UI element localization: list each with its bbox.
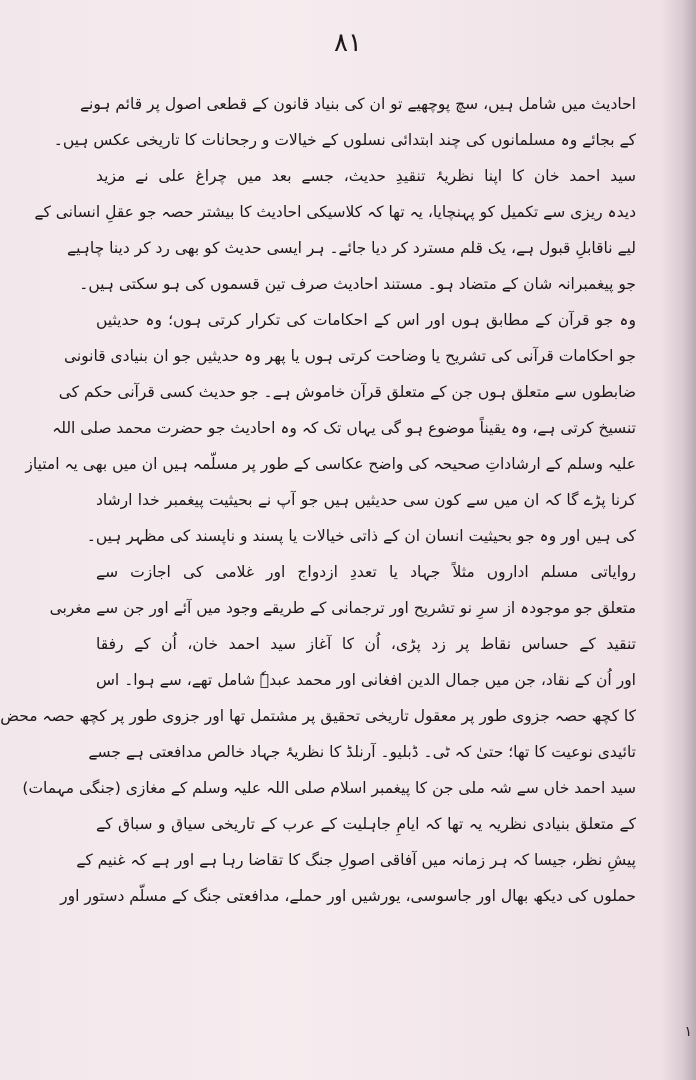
text-line: لیے ناقابلِ قبول ہے، یک قلم مسترد کر دیا جائے۔ ہر ایسی حدیث کو بھی رد کر دینا چاہیے xyxy=(67,239,636,257)
text-line: کی ہیں اور وہ جو بحیثیت انسان ان کے ذاتی خیالات یا پسند و ناپسند کی مظہر ہیں۔ xyxy=(86,527,636,545)
text-line: احادیث میں شامل ہیں، سچ پوچھیے تو ان کی بنیاد قانون کے قطعی اصول پر قائم ہونے xyxy=(79,95,636,113)
text-line: کے متعلق بنیادی نظریہ یہ تھا کہ ایامِ جاہلیت کے عرب کے تاریخی سیاق و سباق کے xyxy=(96,815,636,833)
text-line: تائیدی نوعیت کا تھا؛ حتیٰ کہ ٹی۔ ڈبلیو۔ آرنلڈ کا نظریۂ جہاد خالص مدافعتی ہے جسے xyxy=(88,743,636,761)
text-line: تنقید کے حساس نقاط پر زد پڑی، اُن کا آغاز سید احمد خان، اُن کے رفقا xyxy=(96,635,636,653)
text-line: وہ جو قرآن کے مطابق ہوں اور اس کے احکامات کی تکرار کرتی ہوں؛ وہ حدیثیں xyxy=(96,311,636,329)
text-line: کا کچھ حصہ جزوی طور پر معقول تاریخی تحقیق پر مشتمل تھا اور جزوی طور پر کچھ حصہ محض xyxy=(0,707,636,725)
page-edge-shadow xyxy=(682,0,696,1080)
text-line: علیہ وسلم کے ارشاداتِ صحیحہ کی واضح عکاسی کے طور پر مسلّمہ ہیں ان میں بھی یہ امتیاز xyxy=(25,455,636,473)
text-line: ضابطوں سے متعلق ہوں جن کے متعلق قرآن خاموش ہے۔ جو حدیث کسی قرآنی حکم کی xyxy=(58,383,636,401)
page-number: ۸۱ xyxy=(334,28,362,58)
text-line: اور اُن کے نقاد، جن میں جمال الدین افغانی اور محمد عبدہٗ شامل تھے، سے ہوا۔ اس xyxy=(96,671,636,689)
text-line: جو احکامات قرآنی کی تشریح یا وضاحت کرتی ہوں یا پھر وہ حدیثیں جو ان بنیادی قانونی xyxy=(63,347,636,365)
text-line: سید احمد خاں سے شہ ملی جن کا پیغمبر اسلام صلی اللہ علیہ وسلم کے مغازی (جنگی مہمات) xyxy=(22,779,636,797)
text-line: حملوں کی دیکھ بھال اور جاسوسی، یورشیں اور حملے، مدافعتی جنگ کے مسلّم دستور اور xyxy=(60,887,636,905)
text-line: جو پیغمبرانہ شان کے متضاد ہو۔ مستند احادیث صرف تین قسموں کی ہو سکتی ہیں۔ xyxy=(79,275,636,293)
text-line: دیدہ ریزی سے تکمیل کو پہنچایا، یہ تھا کہ کلاسیکی احادیث کا بیشتر حصہ جو عقلِ انسانی کے xyxy=(34,203,636,221)
text-line: پیشِ نظر، جیسا کہ ہر زمانہ میں آفاقی اصولِ جنگ کا تقاضا رہا ہے اور ہے کہ غنیم کے xyxy=(76,851,636,869)
text-line: کے بجائے وہ مسلمانوں کی چند ابتدائی نسلوں کے خیالات و رجحانات کا تاریخی عکس ہیں۔ xyxy=(53,131,636,149)
text-line: کرنا پڑے گا کہ ان میں سے کون سی حدیثیں ہیں جو آپ نے بحیثیت پیغمبر خدا ارشاد xyxy=(96,491,636,509)
text-line: متعلق جو موجودہ از سرِ نو تشریح اور ترجمانی کے طریقے وجود میں آئے اور جن سے مغربی xyxy=(49,599,636,617)
text-line: روایاتی مسلم اداروں مثلاً جہاد یا تعددِ ازدواج اور غلامی کی اجازت سے xyxy=(96,563,636,581)
body-text xyxy=(0,86,636,914)
text-line: سید احمد خان کا اپنا نظریۂ تنقیدِ حدیث، جسے بعد میں چراغ علی نے مزید xyxy=(96,167,636,185)
text-line: تنسیخ کرتی ہے، وہ یقیناً موضوع ہو گی یہاں تک کہ وہ احادیث جو حضرت محمد صلی اللہ xyxy=(52,419,636,437)
margin-mark: ۱ xyxy=(684,1024,692,1040)
